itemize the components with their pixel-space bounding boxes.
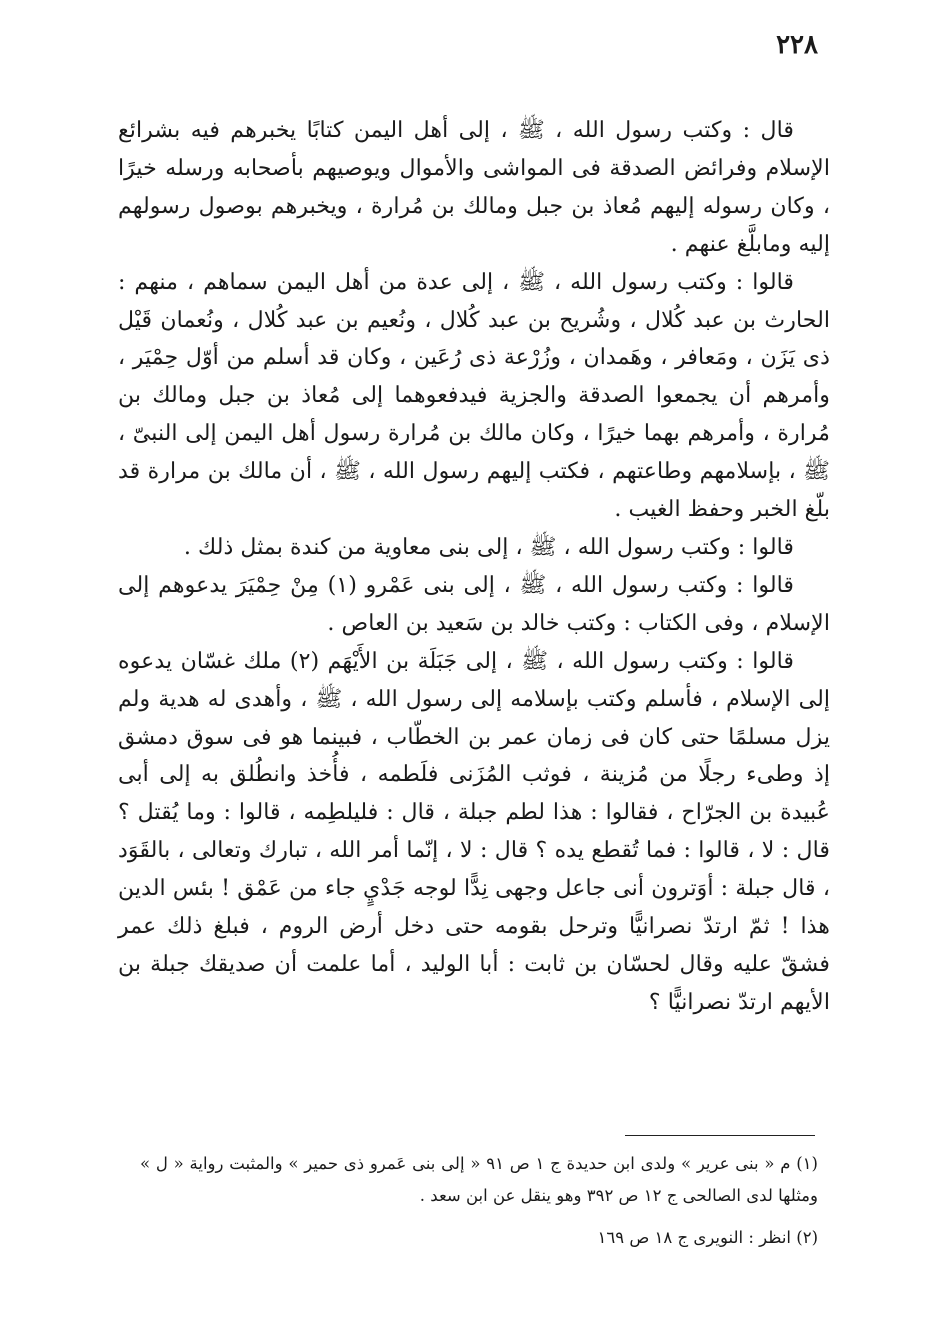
paragraph: قالوا : وكتب رسول الله ، ﷺ ، إلى جَبَلَة بن الأَيْهَم (٢) ملك غسّان يدعوه إلى الإسلام ، فأسلم وكتب بإسلامه إلى رسول الله ، ﷺ ، وأهدى له هدية ولم يزل مسلمًا حتى كان فى زمان عمر بن الخطّاب ، فبينما هو فى سوق دمشق إذ وطىء رجلًا من مُزينة ، فوثب المُزَنى فلَطمه ، فأُخذ وانطُلق به إلى أبى عُبيدة بن الجرّاح ، فقالوا : هذا لطم جبلة ، قال : فليلطِمه ، قالوا : وما يُقتل ؟ قال : لا ، قالوا : فما تُقطع يده ؟ قال : لا ، إنّما أمر الله ، تبارك وتعالى ، بالقَوَد ، قال جبلة : أوَترون أنى جاعل وجهى نِدًّا لوجه جَدْيٍ جاء من عَمْق ! بئس الدين هذا ! ثمّ ارتدّ نصرانيًّا وترحل بقومه حتى دخل أرض الروم ، فبلغ ذلك عمر فشقّ عليه وقال لحسّان بن ثابت : أبا الوليد ، أما علمت أن صديقك جبلة بن الأيهم ارتدّ نصرانيًّا ؟: [118, 647, 830, 1015]
footnote: (١) م « بنى عرير » ولدى ابن حديدة ج ١ ص ٩١ « إلى بنى عَمرو ذى حمير » والمثبت رواية « ل » ومثلها لدى الصالحى ج ١٢ ص ٣٩٢ وهو ينقل عن ابن سعد .: [140, 1154, 818, 1205]
paragraph: قال : وكتب رسول الله ، ﷺ ، إلى أهل اليمن كتابًا يخبرهم فيه بشرائع الإسلام وفرائض الصدقة فى المواشى والأموال ويوصيهم بأصحابه ورسله خيرًا ، وكان رسوله إليهم مُعاذ بن جبل ومالك بن مُرارة ، ويخبرهم بوصول رسولهم إليه ومابلَّغ عنهم .: [118, 117, 830, 257]
footnotes: [140, 1148, 818, 1254]
paragraph: قالوا : وكتب رسول الله ، ﷺ ، إلى بنى معاوية من كندة بمثل ذلك .: [183, 533, 794, 560]
main-text: [118, 112, 830, 1022]
page-number: ٢٢٨: [776, 30, 818, 60]
footnote: (٢) انظر : النويرى ج ١٨ ص ١٦٩: [597, 1228, 818, 1247]
paragraph: قالوا : وكتب رسول الله ، ﷺ ، إلى عدة من أهل اليمن سماهم ، منهم : الحارث بن عبد كُلال ، وشُريح بن عبد كُلال ، ونُعيم بن عبد كُلال ، ونُعمان قَيْل ذى يَزَن ، ومَعافر ، وهَمدان ، وزُرْعة ذى رُعَين ، وكان قد أسلم من أوّل حِمْيَر ، وأمرهم أن يجمعوا الصدقة والجزية فيدفعوهما إلى مُعاذ بن جبل ومالك بن مُرارة ، وأمرهم بهما خيرًا ، وكان مالك بن مُرارة رسول أهل اليمن إلى النبىّ ، ﷺ ، بإسلامهم وطاعتهم ، فكتب إليهم رسول الله ، ﷺ ، أن مالك بن مرارة قد بلّغ الخبر وحفظ الغيب .: [118, 268, 830, 523]
footnote-divider: [625, 1135, 815, 1136]
paragraph: قالوا : وكتب رسول الله ، ﷺ ، إلى بنى عَمْرو (١) مِنْ حِمْيَرَ يدعوهم إلى الإسلام ، وفى الكتاب : وكتب خالد بن سَعيد بن العاص .: [118, 571, 830, 636]
